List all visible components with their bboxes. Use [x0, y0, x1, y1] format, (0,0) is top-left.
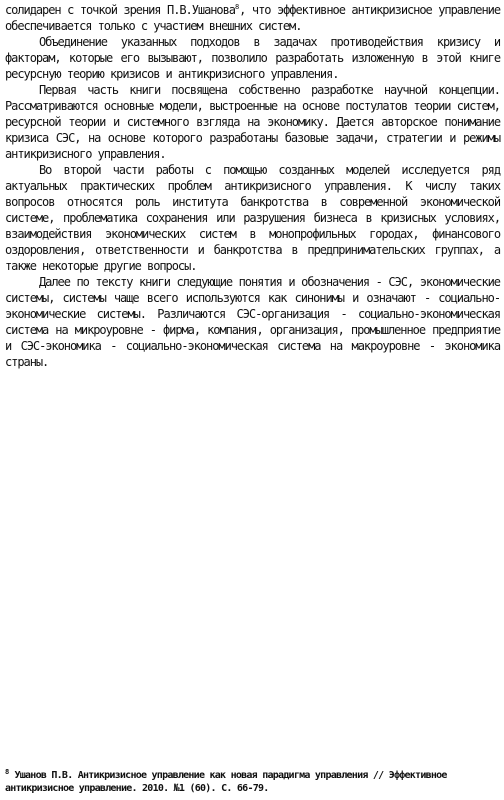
- paragraph: Далее по тексту книги следующие понятия и обозначения - СЭС, экономические системы, системы чаще всего используются как синонимы и означают - социально-экономические системы. Различаются СЭС-организация - социально-экономическая система на микроуровне - фирма, компания, организация, промышленное предприятие и СЭС-экономика - социально-экономическая система на макроуровне - экономика страны.: [5, 275, 500, 369]
- footnote-number: 8: [5, 768, 10, 776]
- paragraph-text: солидарен с точкой зрения П.В.Ушанова: [5, 3, 235, 17]
- paragraph: Во второй части работы с помощью созданных моделей исследуется ряд актуальных практических проблем антикризисного управления. К числу таких вопросов относятся роль института банкротства в современной экономической системе, проблематика сохранения или разрушения бизнеса в кризисных условиях, взаимодействия экономических систем в монопрофильных городах, финансового оздоровления, ответственности и банкротства в предпринимательских группах, а также некоторые другие вопросы.: [5, 163, 500, 273]
- footnote-citation: Ушанов П.В. Антикризисное управление как новая парадигма управления // Эффективное антикризисное управление. 2010. №1 (60). С. 66-79.: [5, 770, 447, 794]
- paragraph: Первая часть книги посвящена собственно разработке научной концепции. Рассматриваются основные модели, выстроенные на основе постулатов теории систем, ресурсной теории и системного взгляда на экономику. Дается авторское понимание кризиса СЭС, на основе которого разработаны базовые задачи, стратегии и режимы антикризисного управления.: [5, 83, 500, 161]
- paragraph: Объединение указанных подходов в задачах противодействия кризису и факторам, которые его вызывают, позволило разработать изложенную в этой книге ресурсную теорию кризисов и антикризисного управления.: [5, 35, 500, 81]
- paragraph-continuation: [5, 2, 500, 34]
- footnote: [5, 769, 500, 795]
- footnote-reference[interactable]: 8: [234, 3, 240, 11]
- paragraph-text: , что эффективное антикризисное управление обеспечивается только с участием внешних систем.: [5, 3, 500, 33]
- footnote-text: [5, 769, 500, 795]
- main-text: [5, 2, 500, 370]
